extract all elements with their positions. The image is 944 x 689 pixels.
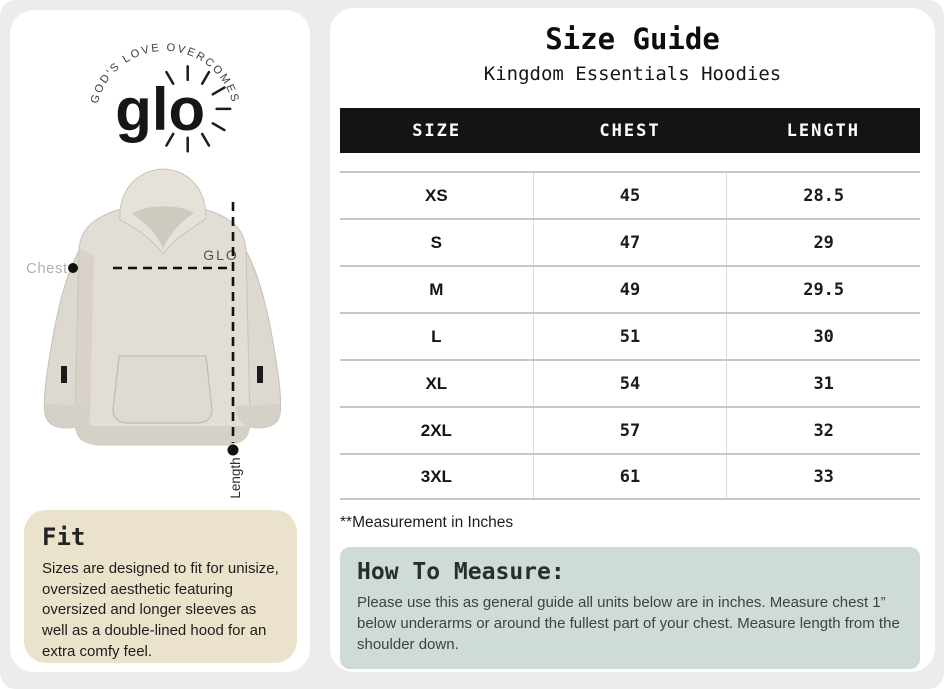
column-header-chest: CHEST [599,120,661,141]
cell-length: 28.5 [726,173,920,218]
size-table-header [340,108,920,153]
hoodie-chest-print: GLO [203,247,239,263]
table-row [340,453,920,500]
cell-chest: 49 [533,267,727,312]
cell-size: S [430,232,442,252]
cell-chest: 45 [533,173,727,218]
cell-size: 3XL [420,466,452,486]
fit-title: Fit [42,523,86,551]
cell-length: 29.5 [726,267,920,312]
table-row [340,265,920,312]
cell-length: 29 [726,220,920,265]
table-row [340,218,920,265]
logo-arc-text: GOD'S LOVE OVERCOMES [88,41,242,106]
fit-description: Sizes are designed to fit for unisize, oversized aesthetic featuring oversized and longer sleeves as well as a double-lined hood for an extra comfy feel. [42,560,279,660]
column-header-size: SIZE [412,120,462,141]
length-label: Length [228,457,243,499]
measurement-note: **Measurement in Inches [340,514,514,531]
table-row [340,312,920,359]
chest-label: Chest [26,260,68,277]
cell-size: XL [425,373,448,393]
cell-length: 31 [726,361,920,406]
hoodie-diagram [10,160,310,510]
cell-size: 2XL [420,420,452,440]
cell-size: L [431,326,442,346]
cell-chest: 54 [533,361,727,406]
brand-logo [80,20,250,160]
page-title: Size Guide [545,22,720,56]
cell-length: 32 [726,408,920,453]
table-row [340,406,920,453]
size-table-body [340,171,920,500]
page-subtitle: Kingdom Essentials Hoodies [483,63,782,85]
how-to-measure-box [340,547,920,669]
hoodie-hem [76,426,249,445]
fit-info-box [24,510,297,663]
logo-wordmark: glo [115,76,206,144]
size-guide-panel [330,8,935,672]
how-to-measure-title: How To Measure: [357,559,565,585]
table-row [340,359,920,406]
length-dot [228,445,239,456]
column-header-length: LENGTH [786,120,861,141]
cell-length: 30 [726,314,920,359]
chest-dot [68,263,78,273]
table-row [340,171,920,218]
cell-chest: 51 [533,314,727,359]
cell-chest: 61 [533,455,727,498]
cell-chest: 57 [533,408,727,453]
cell-length: 33 [726,455,920,498]
hoodie-pocket [113,356,212,423]
left-panel [10,10,310,672]
cell-chest: 47 [533,220,727,265]
cell-size: XS [424,185,448,205]
sleeve-tag-right [257,366,263,383]
how-to-measure-body: Please use this as general guide all units below are in inches. Measure chest 1” below underarms or around the fullest part of your chest. Measure length from the shoulder down. [357,594,900,653]
cell-size: M [429,279,444,299]
size-table [340,108,920,500]
sleeve-tag-left [61,366,67,383]
